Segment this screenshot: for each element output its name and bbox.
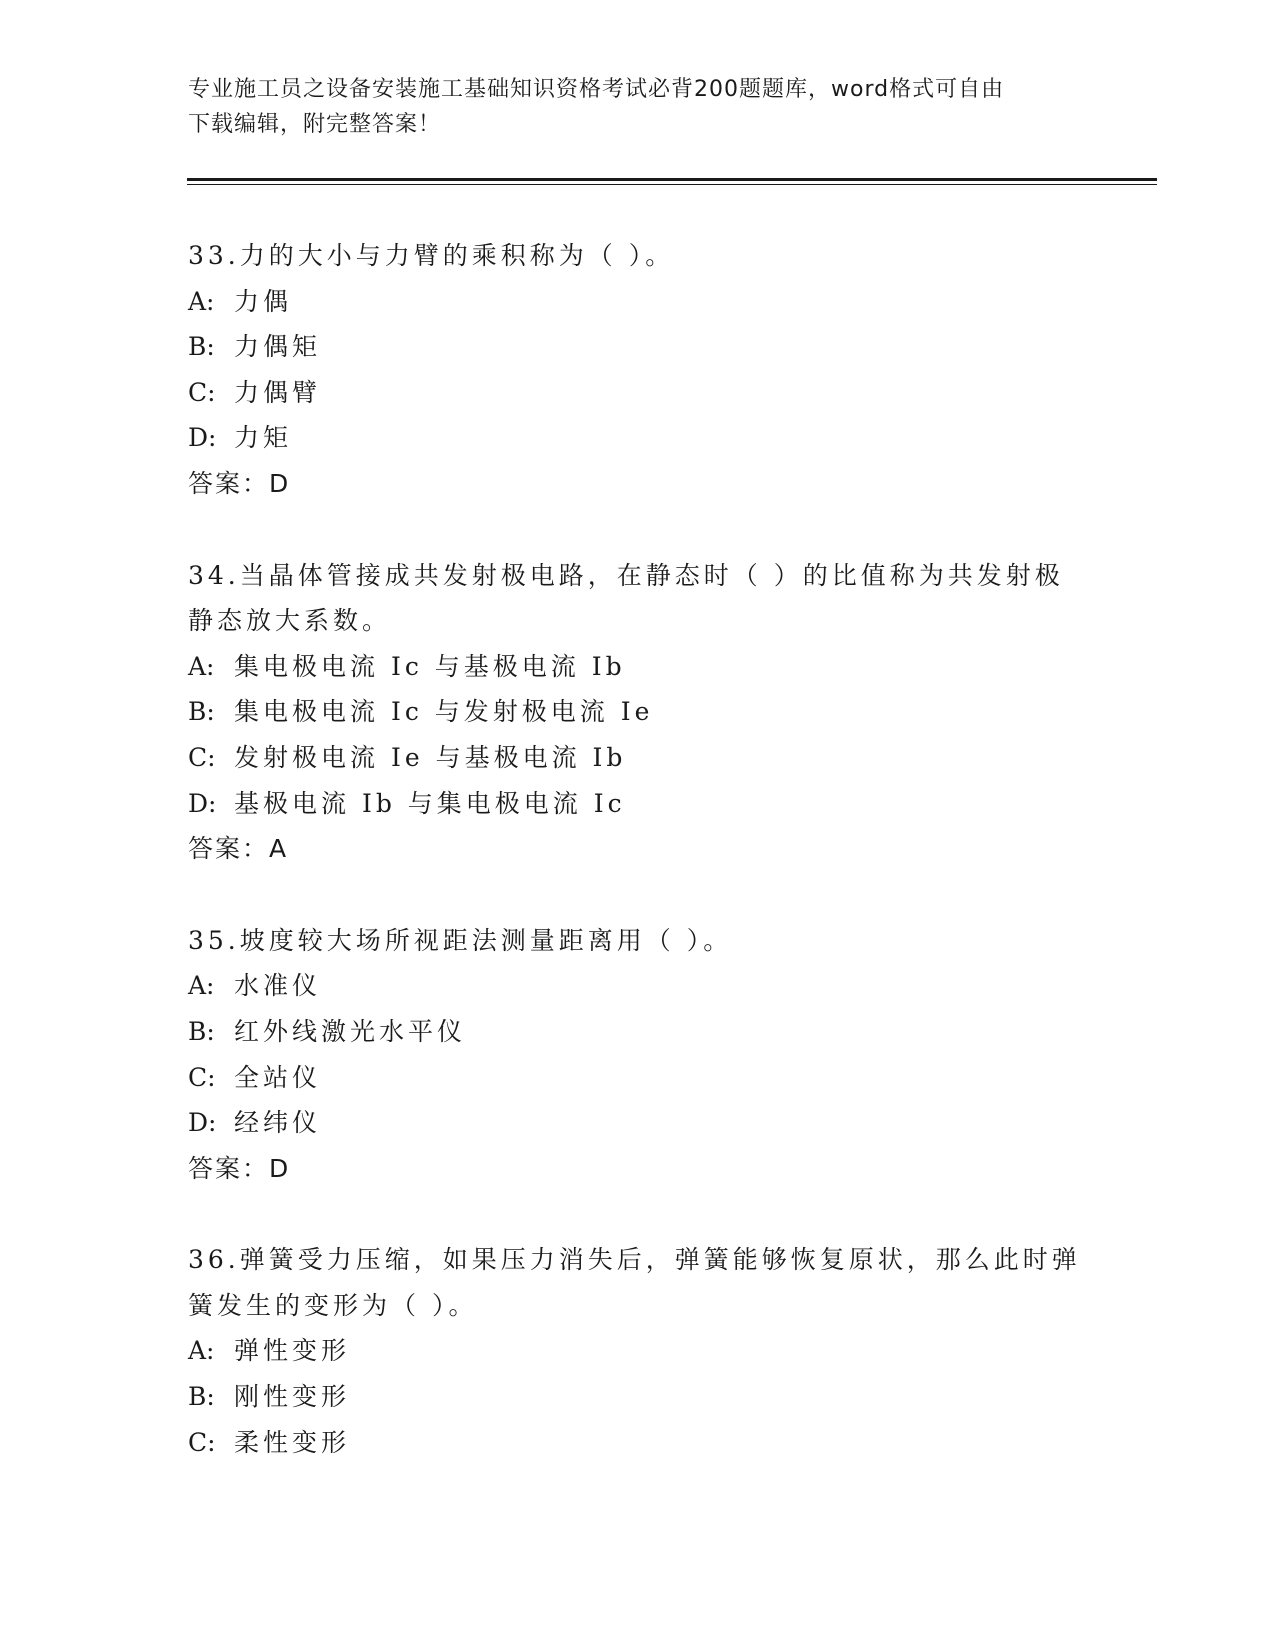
option-text: 集电极电流 Ic 与基极电流 Ib <box>234 651 626 681</box>
option-key: B: <box>188 697 215 727</box>
document-header <box>188 72 1088 142</box>
option-d <box>188 1100 1088 1146</box>
option-text: 弹性变形 <box>234 1336 351 1366</box>
header-line-1: 专业施工员之设备安装施工基础知识资格考试必背200题题库，word格式可自由 <box>188 77 1005 102</box>
question-item <box>188 918 1088 1192</box>
option-key: D: <box>188 788 217 818</box>
option-key: C: <box>188 1062 216 1092</box>
question-stem: 35.坡度较大场所视距法测量距离用（ ）。 <box>188 925 733 955</box>
header-divider-thin <box>187 184 1157 185</box>
option-a <box>188 279 1088 325</box>
option-text: 力偶矩 <box>234 332 322 362</box>
option-c <box>188 1420 1088 1466</box>
question-stem-continued: 静态放大系数。 <box>188 606 392 636</box>
option-text: 经纬仪 <box>234 1108 322 1138</box>
option-key: C: <box>188 377 216 407</box>
option-text: 力偶 <box>234 286 293 316</box>
option-text: 力偶臂 <box>234 377 322 407</box>
option-key: A: <box>188 971 215 1001</box>
question-item <box>188 553 1088 872</box>
option-text: 柔性变形 <box>234 1427 351 1457</box>
option-d <box>188 781 1088 827</box>
option-key: C: <box>188 742 216 772</box>
question-stem: 33.力的大小与力臂的乘积称为（ ）。 <box>188 241 675 270</box>
answer-line: 答案：D <box>188 1153 291 1183</box>
option-key: A: <box>188 651 215 681</box>
option-a <box>188 963 1088 1009</box>
option-b <box>188 1374 1088 1420</box>
option-text: 红外线激光水平仪 <box>234 1016 467 1046</box>
option-b <box>188 689 1088 735</box>
option-key: B: <box>188 1382 215 1412</box>
option-key: A: <box>188 1336 215 1366</box>
option-c <box>188 1055 1088 1101</box>
option-text: 集电极电流 Ic 与发射极电流 Ie <box>234 697 654 727</box>
question-list <box>188 233 1088 1511</box>
answer-line: 答案：A <box>188 834 289 864</box>
option-text: 发射极电流 Ie 与基极电流 Ib <box>234 742 627 772</box>
answer-line: 答案：D <box>188 468 291 498</box>
question-item <box>188 1237 1088 1465</box>
option-key: D: <box>188 423 217 453</box>
header-divider-thick <box>187 178 1157 181</box>
option-key: B: <box>188 332 215 362</box>
question-stem-continued: 簧发生的变形为（ ）。 <box>188 1290 478 1320</box>
option-b <box>188 1009 1088 1055</box>
option-key: B: <box>188 1016 215 1046</box>
option-c <box>188 370 1088 416</box>
question-item <box>188 233 1088 507</box>
option-a <box>188 644 1088 690</box>
question-stem: 36.弹簧受力压缩，如果压力消失后，弹簧能够恢复原状，那么此时弹 <box>188 1245 1081 1275</box>
option-c <box>188 735 1088 781</box>
option-text: 刚性变形 <box>234 1382 351 1412</box>
option-key: A: <box>188 286 215 316</box>
option-text: 全站仪 <box>234 1062 322 1092</box>
option-text: 力矩 <box>234 423 293 453</box>
option-text: 基极电流 Ib 与集电极电流 Ic <box>234 788 626 818</box>
header-line-2: 下载编辑，附完整答案！ <box>188 112 442 137</box>
option-text: 水准仪 <box>234 971 322 1001</box>
option-a <box>188 1328 1088 1374</box>
option-key: C: <box>188 1427 216 1457</box>
option-key: D: <box>188 1108 217 1138</box>
question-stem: 34.当晶体管接成共发射极电路，在静态时（ ）的比值称为共发射极 <box>188 560 1064 590</box>
option-b <box>188 324 1088 370</box>
option-d <box>188 415 1088 461</box>
